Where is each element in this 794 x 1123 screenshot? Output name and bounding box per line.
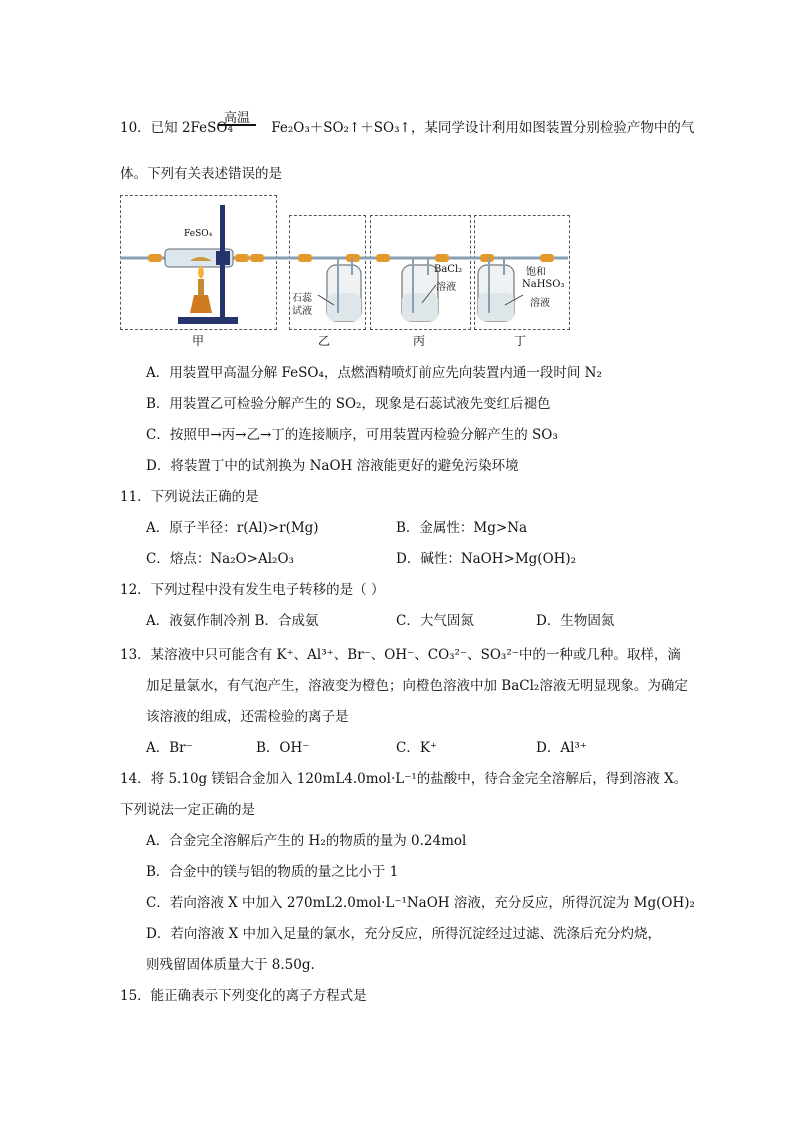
feso4-label: FeSO₄ — [184, 229, 213, 239]
q10-option-b: B．用装置乙可检验分解产生的 SO₂，现象是石蕊试液先变红后褪色 — [146, 396, 551, 412]
caption-yi: 乙 — [318, 334, 331, 348]
nahso3-label-1: 饱和 — [526, 267, 546, 278]
caption-ding: 丁 — [514, 334, 527, 348]
bottle-yi — [327, 258, 361, 321]
q13-option-b: B．OH⁻ — [256, 740, 310, 756]
bacl2-label-1: BaCl₂ — [434, 264, 463, 275]
q11-option-a: A．原子半径：r(Al)>r(Mg) — [146, 520, 319, 536]
litmus-label-1: 石蕊 — [292, 293, 312, 304]
q12-option-c: C．大气固氮 — [396, 613, 474, 629]
q11-option-b: B．金属性：Mg>Na — [396, 520, 528, 536]
q13-option-c: C．K⁺ — [396, 740, 438, 756]
apparatus-drawing — [120, 195, 572, 347]
q11-option-d: D．碱性：NaOH>Mg(OH)₂ — [396, 551, 577, 567]
q10-sub: 4 — [227, 125, 234, 135]
q13-option-d: D．Al³⁺ — [536, 740, 587, 756]
q10-stem-post: Fe₂O₃＋SO₂↑＋SO₃↑，某同学设计利用如图装置分别检验产物中的气 — [271, 120, 695, 136]
q13-stem-line1: 13．某溶液中只可能含有 K⁺、Al³⁺、Br⁻、OH⁻、CO₃²⁻、SO₃²⁻中的一种或几种。取样，滴 — [120, 647, 681, 663]
q10-stem-line1 — [120, 119, 694, 139]
q13-stem-line3: 该溶液的组成，还需检验的离子是 — [146, 709, 349, 725]
bacl2-label-2: 溶液 — [436, 282, 456, 293]
apparatus-figure — [120, 195, 572, 347]
q11-stem: 11．下列说法正确的是 — [120, 489, 259, 505]
q14-option-a: A．合金完全溶解后产生的 H₂的物质的量为 0.24mol — [146, 833, 467, 849]
reaction-condition: 高温 — [224, 111, 251, 126]
litmus-label-2: 试液 — [292, 306, 312, 317]
q13-option-a: A．Br⁻ — [146, 740, 193, 756]
q15-stem: 15．能正确表示下列变化的离子方程式是 — [120, 988, 367, 1004]
q10-option-c: C．按照甲→丙→乙→丁的连接顺序，可用装置丙检验分解产生的 SO₃ — [146, 427, 558, 443]
caption-jia: 甲 — [192, 334, 205, 348]
q11-option-c: C．熔点：Na₂O>Al₂O₃ — [146, 551, 294, 567]
q14-stem-line2: 下列说法一定正确的是 — [120, 802, 255, 818]
q14-option-d-line1: D．若向溶液 X 中加入足量的氯水，充分反应，所得沉淀经过过滤、洗涤后充分灼烧， — [146, 926, 662, 942]
caption-bing: 丙 — [413, 334, 426, 348]
q12-option-ab: A．液氨作制冷剂 B．合成氨 — [146, 613, 319, 629]
q14-stem-line1: 14．将 5.10g 镁铝合金加入 120mL4.0mol·L⁻¹的盐酸中，待合金完全溶解后，得到溶液 X。 — [120, 771, 688, 787]
nahso3-label-3: 溶液 — [530, 298, 550, 309]
q12-stem: 12．下列过程中没有发生电子转移的是（ ） — [120, 582, 385, 598]
q14-option-d-line2: 则残留固体质量大于 8.50g. — [146, 957, 315, 973]
q10-stem-line2: 体。下列有关表述错误的是 — [120, 166, 282, 182]
nahso3-label-2: NaHSO₃ — [522, 279, 565, 290]
bottle-ding — [478, 258, 514, 321]
q12-option-d: D．生物固氮 — [536, 613, 615, 629]
q10-option-d: D．将装置丁中的试剂换为 NaOH 溶液能更好的避免污染环境 — [146, 458, 519, 474]
q13-stem-line2: 加足量氯水，有气泡产生，溶液变为橙色；向橙色溶液中加 BaCl₂溶液无明显现象。为确定 — [146, 678, 688, 694]
q10-stem-pre: 10．已知 2FeSO — [120, 120, 228, 136]
q14-option-c: C．若向溶液 X 中加入 270mL2.0mol·L⁻¹NaOH 溶液，充分反应，所得沉淀为 Mg(OH)₂ — [146, 895, 695, 911]
q10-option-a: A．用装置甲高温分解 FeSO₄，点燃酒精喷灯前应先向装置内通一段时间 N₂ — [146, 365, 602, 381]
q14-option-b: B．合金中的镁与铝的物质的量之比小于 1 — [146, 864, 399, 880]
